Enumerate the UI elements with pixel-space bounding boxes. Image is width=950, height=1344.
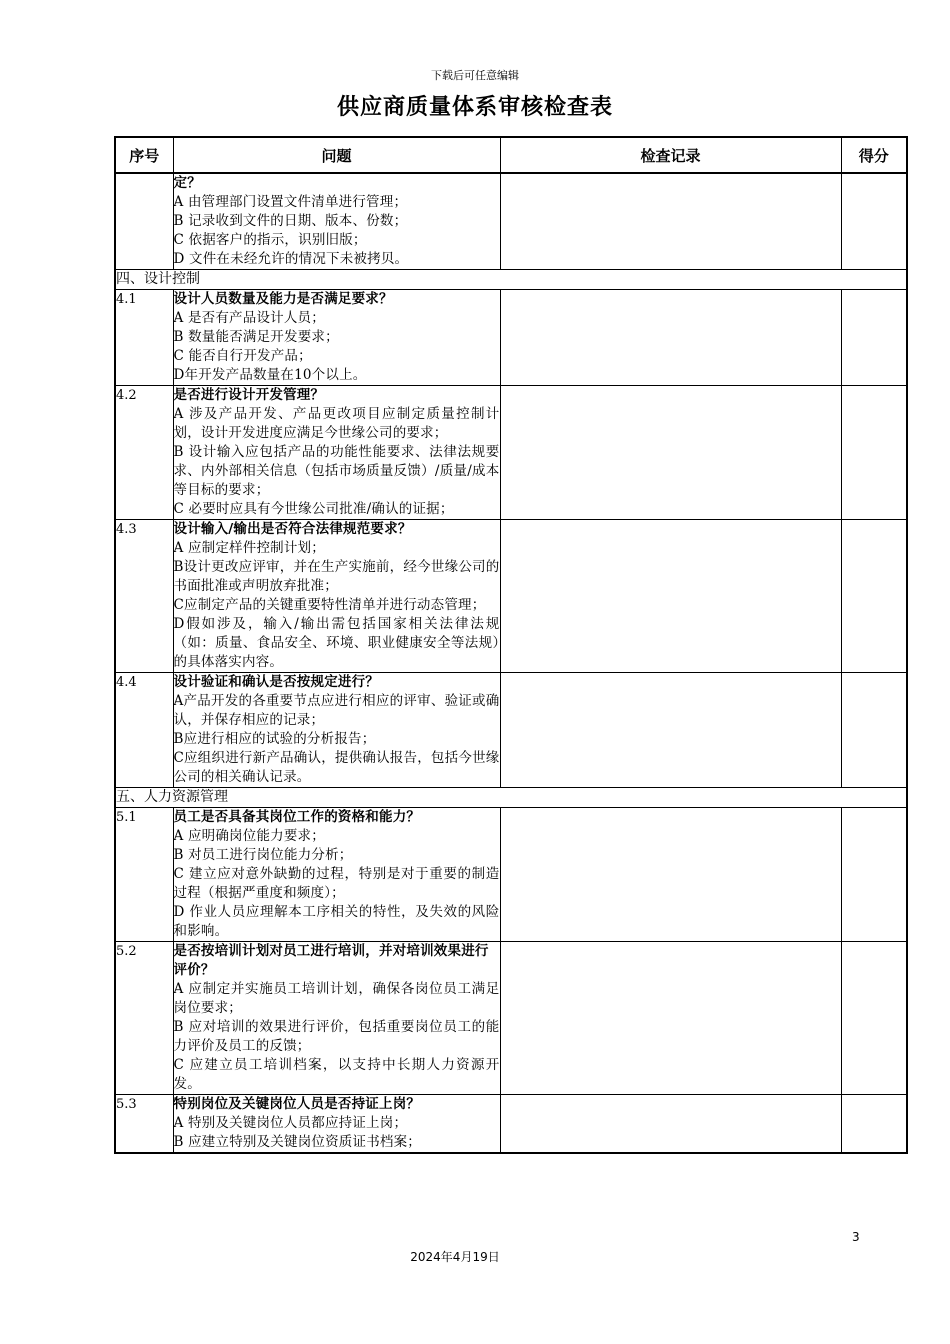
check-item: B应进行相应的试验的分析报告； [173, 731, 376, 747]
check-item: A产品开发的各重要节点应进行相应的评审、验证或确认，并保存相应的记录； [173, 693, 500, 728]
question-cell [173, 290, 500, 386]
question-text: 设计人员数量及能力是否满足要求？ [173, 291, 393, 307]
check-item: D 作业人员应理解本工序相关的特性，及失效的风险和影响。 [173, 904, 500, 939]
header-note: 下载后可任意编辑 [431, 69, 519, 82]
record-cell[interactable] [500, 520, 841, 673]
score-cell[interactable] [841, 1095, 907, 1154]
check-item: A 应明确岗位能力要求； [173, 828, 325, 844]
item-number: 5.2 [115, 942, 173, 1095]
table-row [115, 386, 907, 520]
check-item: B 应建立特别及关键岗位资质证书档案； [173, 1134, 422, 1150]
table-row [115, 520, 907, 673]
table-row [115, 173, 907, 270]
table-body [115, 173, 907, 1153]
check-item: B 设计输入应包括产品的功能性能要求、法律法规要求、内外部相关信息（包括市场质量反馈）/质量/成本等目标的要求； [173, 444, 500, 498]
question-cell [173, 173, 500, 270]
check-item: C应组织进行新产品确认，提供确认报告，包括今世缘公司的相关确认记录。 [173, 750, 500, 785]
table-header-row [115, 137, 907, 173]
item-number [115, 173, 173, 270]
check-item: C 能否自行开发产品； [173, 348, 312, 364]
item-number: 4.4 [115, 673, 173, 788]
table-row [115, 808, 907, 942]
question-cell [173, 808, 500, 942]
item-number: 4.3 [115, 520, 173, 673]
column-header-question: 问题 [173, 137, 500, 173]
question-text: 定？ [173, 175, 201, 191]
score-cell[interactable] [841, 520, 907, 673]
question-cell [173, 1095, 500, 1154]
record-cell[interactable] [500, 173, 841, 270]
section-row [115, 788, 907, 808]
check-item: A 特别及关键岗位人员都应持证上岗； [173, 1115, 408, 1131]
check-item: A 应制定样件控制计划； [173, 540, 325, 556]
column-header-score: 得分 [841, 137, 907, 173]
check-item: C 建立应对意外缺勤的过程，特别是对于重要的制造过程（根据严重度和频度）； [173, 866, 500, 901]
check-item: C 必要时应具有今世缘公司批准/确认的证据； [173, 501, 454, 517]
record-cell[interactable] [500, 808, 841, 942]
check-item: A 是否有产品设计人员； [173, 310, 325, 326]
check-item: D假如涉及，输入/输出需包括国家相关法律法规（如：质量、食品安全、环境、职业健康安全等法规）的具体落实内容。 [173, 616, 500, 670]
check-item: C 应建立员工培训档案，以支持中长期人力资源开发。 [173, 1057, 500, 1092]
check-item: B 对员工进行岗位能力分析； [173, 847, 353, 863]
column-header-no: 序号 [115, 137, 173, 173]
question-cell [173, 386, 500, 520]
check-item: B 应对培训的效果进行评价，包括重要岗位员工的能力评价及员工的反馈； [173, 1019, 500, 1054]
question-text: 员工是否具备其岗位工作的资格和能力？ [173, 809, 421, 825]
audit-checklist-table [114, 136, 908, 1154]
question-text: 是否进行设计开发管理？ [173, 387, 325, 403]
table-row [115, 942, 907, 1095]
question-text: 设计输入/输出是否符合法律规范要求？ [173, 521, 412, 537]
score-cell[interactable] [841, 386, 907, 520]
footer-date: 2024年4月19日 [410, 1250, 500, 1264]
question-text: 特别岗位及关键岗位人员是否持证上岗？ [173, 1096, 421, 1112]
section-heading: 四、设计控制 [115, 270, 907, 290]
check-item: C应制定产品的关键重要特性清单并进行动态管理； [173, 597, 486, 613]
table-row [115, 1095, 907, 1154]
check-item: A 由管理部门设置文件清单进行管理； [173, 194, 408, 210]
score-cell[interactable] [841, 290, 907, 386]
check-item: D年开发产品数量在10个以上。 [173, 367, 367, 383]
table-row [115, 673, 907, 788]
item-number: 5.3 [115, 1095, 173, 1154]
item-number: 4.1 [115, 290, 173, 386]
column-header-record: 检查记录 [500, 137, 841, 173]
table-row [115, 290, 907, 386]
question-text: 是否按培训计划对员工进行培训，并对培训效果进行评价？ [173, 943, 489, 978]
record-cell[interactable] [500, 942, 841, 1095]
item-number: 4.2 [115, 386, 173, 520]
record-cell[interactable] [500, 290, 841, 386]
check-item: A 涉及产品开发、产品更改项目应制定质量控制计划，设计开发进度应满足今世缘公司的要求； [173, 406, 500, 441]
page-number: 3 [852, 1230, 860, 1244]
score-cell[interactable] [841, 173, 907, 270]
check-item: A 应制定并实施员工培训计划，确保各岗位员工满足岗位要求； [173, 981, 500, 1016]
question-cell [173, 942, 500, 1095]
score-cell[interactable] [841, 942, 907, 1095]
record-cell[interactable] [500, 1095, 841, 1154]
section-heading: 五、人力资源管理 [115, 788, 907, 808]
check-item: B 记录收到文件的日期、版本、份数； [173, 213, 408, 229]
record-cell[interactable] [500, 386, 841, 520]
item-number: 5.1 [115, 808, 173, 942]
check-item: D 文件在未经允许的情况下未被拷贝。 [173, 251, 409, 267]
check-item: B设计更改应评审，并在生产实施前，经今世缘公司的书面批准或声明放弃批准； [173, 559, 500, 594]
document-title: 供应商质量体系审核检查表 [336, 95, 613, 120]
question-cell [173, 520, 500, 673]
score-cell[interactable] [841, 808, 907, 942]
score-cell[interactable] [841, 673, 907, 788]
question-text: 设计验证和确认是否按规定进行？ [173, 674, 379, 690]
check-item: C 依据客户的指示，识别旧版； [173, 232, 367, 248]
check-item: B 数量能否满足开发要求； [173, 329, 339, 345]
section-row [115, 270, 907, 290]
question-cell [173, 673, 500, 788]
record-cell[interactable] [500, 673, 841, 788]
